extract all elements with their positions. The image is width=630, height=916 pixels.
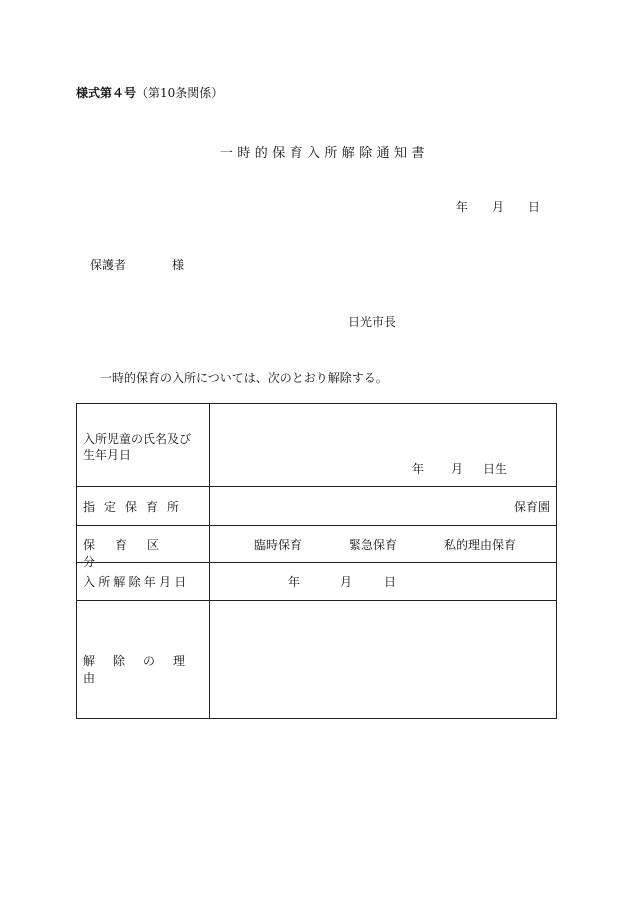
value-cell-child[interactable] bbox=[210, 404, 556, 486]
value-cell-category bbox=[210, 526, 556, 562]
table-row-child bbox=[77, 404, 556, 487]
notice-table bbox=[76, 403, 557, 719]
birth-year-label: 年 bbox=[412, 462, 425, 476]
label-child-line2: 生年月日 bbox=[83, 448, 132, 462]
date-year-label: 年 bbox=[456, 200, 469, 214]
label-cell-nursery bbox=[77, 487, 210, 525]
form-reference: （第10条関係） bbox=[136, 86, 224, 100]
option-temporary-care[interactable]: 臨時保育 bbox=[254, 538, 303, 552]
label-child-line1: 入所児童の氏名及び bbox=[83, 432, 192, 446]
value-cell-nursery[interactable] bbox=[210, 487, 556, 525]
label-reason: 解除の理由 bbox=[83, 654, 204, 685]
option-private-reason-care[interactable]: 私的理由保育 bbox=[444, 538, 517, 552]
label-cell-child bbox=[77, 404, 210, 486]
label-cell-reason bbox=[77, 601, 210, 718]
label-cancel-date: 入所解除年月日 bbox=[83, 575, 190, 589]
nursery-suffix: 保育園 bbox=[513, 500, 550, 514]
issuer: 日光市長 bbox=[348, 315, 397, 329]
cancel-month-label: 月 bbox=[340, 575, 353, 589]
label-nursery: 指定保育所 bbox=[83, 500, 189, 514]
table-row-reason bbox=[77, 601, 556, 718]
intro-text: 一時的保育の入所については、次のとおり解除する。 bbox=[100, 371, 388, 385]
cancel-day-label: 日 bbox=[384, 575, 397, 589]
label-cell-category bbox=[77, 526, 210, 569]
addressee-label: 保護者 bbox=[90, 258, 127, 272]
table-row-cancel-date bbox=[77, 563, 556, 601]
cancel-year-label: 年 bbox=[288, 575, 301, 589]
table-row-category bbox=[77, 526, 556, 569]
date-month-label: 月 bbox=[492, 200, 505, 214]
value-cell-cancel-date[interactable] bbox=[210, 563, 556, 600]
form-number-line bbox=[76, 84, 223, 101]
date-day-label: 日 bbox=[528, 200, 541, 214]
option-emergency-care[interactable]: 緊急保育 bbox=[349, 538, 398, 552]
document-title: 一時的保育入所解除通知書 bbox=[220, 146, 429, 161]
table-row-nursery bbox=[77, 487, 556, 526]
form-number: 様式第４号 bbox=[76, 86, 137, 100]
honorific: 様 bbox=[172, 258, 185, 272]
addressee-line bbox=[90, 256, 185, 273]
value-cell-reason[interactable] bbox=[210, 601, 556, 718]
birth-month-label: 月 bbox=[451, 462, 464, 476]
birth-day-label: 日生 bbox=[483, 462, 508, 476]
label-cell-cancel-date bbox=[77, 563, 210, 600]
label-category: 保育区分 bbox=[83, 538, 180, 569]
